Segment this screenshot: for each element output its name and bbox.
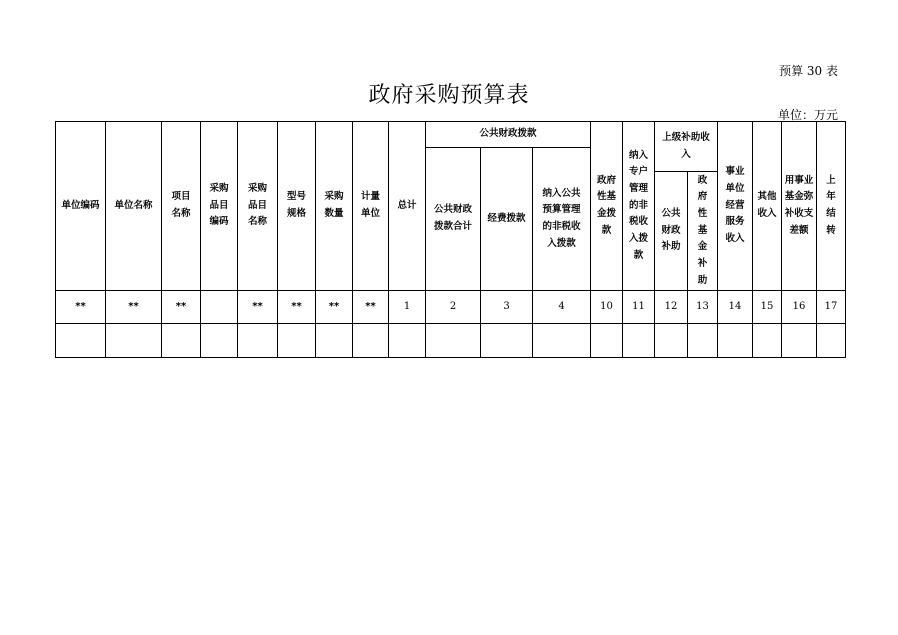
table-cell <box>591 324 623 358</box>
table-cell <box>201 324 238 358</box>
table-cell <box>238 324 278 358</box>
header-item-code: 采购品目编码 <box>201 122 238 291</box>
table-row <box>56 324 846 358</box>
table-cell <box>533 324 591 358</box>
header-quantity: 采购数量 <box>316 122 353 291</box>
table-cell: 14 <box>718 291 753 324</box>
header-public-finance-subsidy: 公共财政补助 <box>655 172 688 291</box>
table-cell: ** <box>106 291 162 324</box>
table-cell <box>201 291 238 324</box>
table-cell <box>817 324 846 358</box>
table-cell <box>782 324 817 358</box>
table-cell: ** <box>316 291 353 324</box>
table-cell <box>718 324 753 358</box>
column-number-row <box>56 291 846 324</box>
header-other-income: 其他收入 <box>753 122 782 291</box>
table-cell <box>316 324 353 358</box>
table-cell <box>623 324 655 358</box>
header-project-name: 项目名称 <box>162 122 201 291</box>
header-nontax-budget: 纳入公共预算管理的非税收入拨款 <box>533 148 591 291</box>
table-cell: 4 <box>533 291 591 324</box>
table-cell: ** <box>353 291 389 324</box>
header-special-nontax: 纳入专户管理的非税收入拨款 <box>623 122 655 291</box>
header-unit-code: 单位编码 <box>56 122 106 291</box>
table-cell: 1 <box>389 291 426 324</box>
table-cell <box>162 324 201 358</box>
table-cell: 3 <box>481 291 533 324</box>
header-gov-fund: 政府性基金拨款 <box>591 122 623 291</box>
table-cell <box>353 324 389 358</box>
table-cell <box>753 324 782 358</box>
table-cell: ** <box>56 291 106 324</box>
header-fund-balance: 用事业基金弥补收支差额 <box>782 122 817 291</box>
table-cell: 2 <box>426 291 481 324</box>
table-cell <box>426 324 481 358</box>
table-cell: 13 <box>688 291 718 324</box>
table-cell: 11 <box>623 291 655 324</box>
table-cell <box>481 324 533 358</box>
table-cell: 16 <box>782 291 817 324</box>
table-cell: ** <box>278 291 316 324</box>
procurement-budget-table <box>55 121 846 358</box>
page-title: 政府采购预算表 <box>368 83 530 108</box>
header-model-spec: 型号规格 <box>278 122 316 291</box>
header-gov-fund-subsidy: 政府性基金补助 <box>688 172 718 291</box>
table-cell <box>655 324 688 358</box>
table-cell: 12 <box>655 291 688 324</box>
table-cell <box>106 324 162 358</box>
header-public-finance: 公共财政拨款 <box>426 122 591 148</box>
header-public-finance-sum: 公共财政拨款合计 <box>426 148 481 291</box>
header-measure-unit: 计量单位 <box>353 122 389 291</box>
header-business-income: 事业单位经营服务收入 <box>718 122 753 291</box>
header-item-name: 采购品目名称 <box>238 122 278 291</box>
table-cell: ** <box>238 291 278 324</box>
table-cell: 17 <box>817 291 846 324</box>
form-number: 预算 30 表 <box>779 64 838 78</box>
header-carryover: 上年结转 <box>817 122 846 291</box>
table-cell <box>688 324 718 358</box>
header-unit-name: 单位名称 <box>106 122 162 291</box>
header-funding: 经费拨款 <box>481 148 533 291</box>
table-cell <box>56 324 106 358</box>
table-cell: 15 <box>753 291 782 324</box>
header-total: 总计 <box>389 122 426 291</box>
table-cell: ** <box>162 291 201 324</box>
table-cell <box>389 324 426 358</box>
table-cell: 10 <box>591 291 623 324</box>
table-cell <box>278 324 316 358</box>
header-superior-subsidy: 上级补助收入 <box>655 122 718 172</box>
currency-unit: 单位：万元 <box>777 108 838 122</box>
